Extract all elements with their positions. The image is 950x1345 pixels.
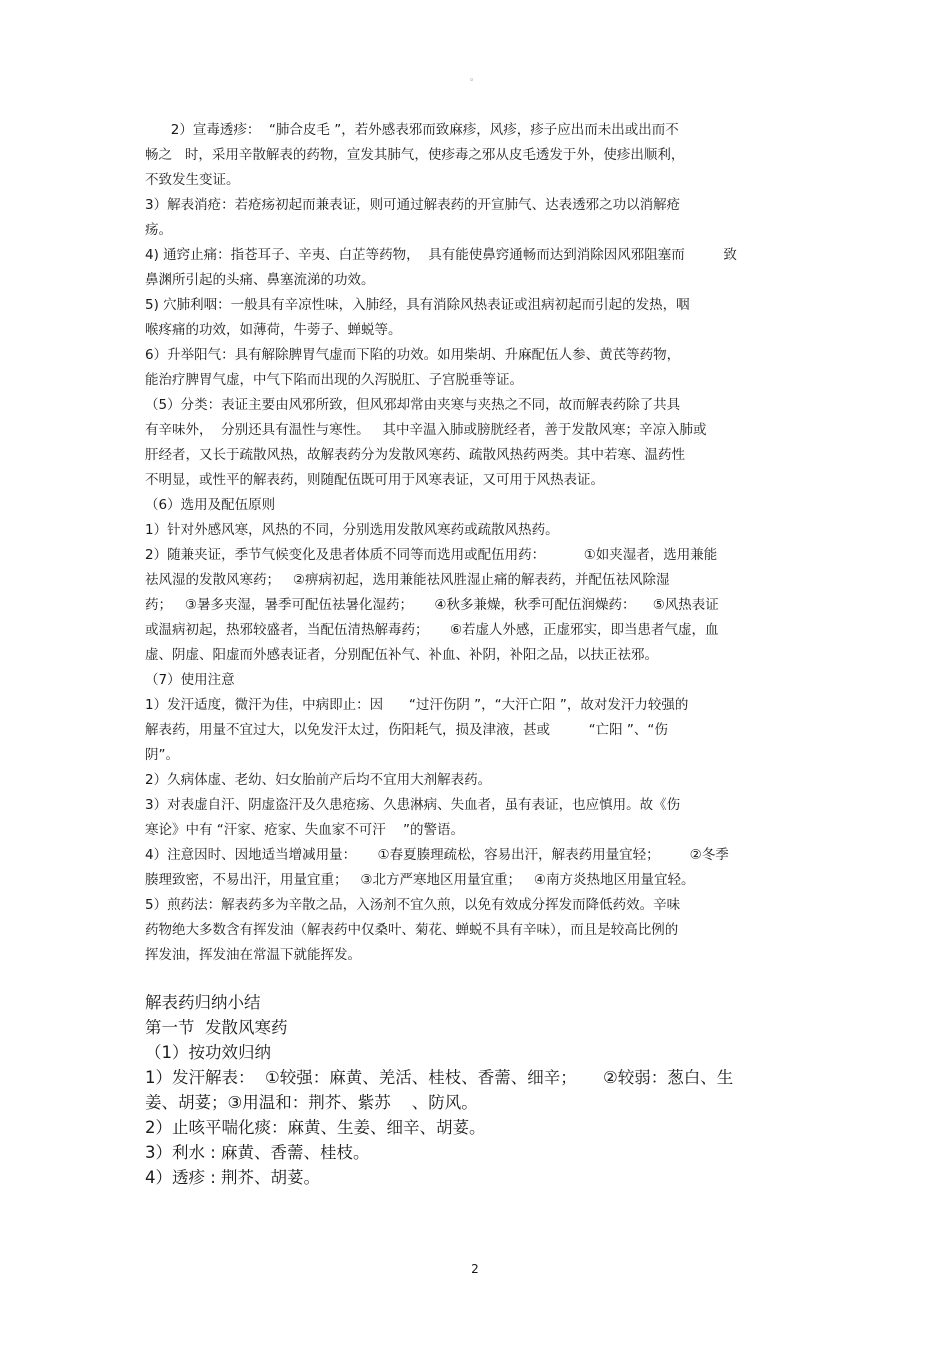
- body-line: 挥发油，挥发油在常温下就能挥发。: [145, 947, 361, 963]
- body-line: 不致发生变证。: [145, 172, 240, 188]
- body-line: 疡。: [145, 222, 172, 238]
- summary-title: 解表药归纳小结: [145, 993, 261, 1012]
- summary-section: [145, 990, 815, 1190]
- body-line: 2）久病体虚、老幼、妇女胎前产后均不宜用大剂解表药。: [145, 772, 492, 788]
- body-line: 2）宣毒透疹： “肺合皮毛 ”，若外感表邪而致麻疹，风疹，疹子应出而未出或出而不: [145, 122, 679, 138]
- summary-item: 2）止咳平喘化痰：麻黄、生姜、细辛、胡荽。: [145, 1118, 486, 1137]
- body-line: 畅之 时，采用辛散解表的药物，宣发其肺气，使疹毒之邪从皮毛透发于外，使疹出顺利，: [145, 147, 685, 163]
- summary-item: 姜、胡荽；③用温和：荆芥、紫苏 、防风。: [145, 1093, 478, 1112]
- body-line: 5) 穴肺利咽：一般具有辛凉性味，入肺经，具有消除风热表证或沮病初起而引起的发热，咽: [145, 297, 690, 313]
- body-line: 药物绝大多数含有挥发油（解表药中仅桑叶、菊花、蝉蜕不具有辛味），而且是较高比例的: [145, 922, 679, 938]
- subsection-heading: （1）按功效归纳: [145, 1043, 271, 1062]
- body-line: 3）对表虚自汗、阴虚盗汗及久患疮疡、久患淋病、失血者，虽有表证，也应慎用。故《伤: [145, 797, 681, 813]
- body-line: 能治疗脾胃气虚，中气下陷而出现的久泻脱肛、子宫脱垂等证。: [145, 372, 523, 388]
- section-heading: 第一节 发散风寒药: [145, 1018, 288, 1037]
- body-line: 寒论》中有 “汗家、疮家、失血家不可汗 ”的警语。: [145, 822, 464, 838]
- body-line: 6）升举阳气：具有解除脾胃气虚而下陷的功效。如用柴胡、升麻配伍人参、黄芪等药物，: [145, 347, 681, 363]
- body-line: 1）针对外感风寒，风热的不同，分别选用发散风寒药或疏散风热药。: [145, 522, 559, 538]
- body-line: 肝经者，又长于疏散风热，故解表药分为发散风寒药、疏散风热药两类。其中若寒、温药性: [145, 447, 685, 463]
- body-line: 或温病初起，热邪较盛者，当配伍清热解毒药； ⑥若虚人外感，正虚邪实，即当患者气虚，血: [145, 622, 719, 638]
- body-line: 鼻渊所引起的头痛、鼻塞流涕的功效。: [145, 272, 375, 288]
- body-line: （7）使用注意: [145, 672, 235, 688]
- body-line: 祛风湿的发散风寒药； ②痹病初起，选用兼能祛风胜湿止痛的解表药，并配伍祛风除湿: [145, 572, 670, 588]
- summary-item: 1）发汗解表： ①较强：麻黄、羌活、桂枝、香薷、细辛； ②较弱：葱白、生: [145, 1068, 734, 1087]
- body-line: （6）选用及配伍原则: [145, 497, 276, 513]
- body-line: 不明显，或性平的解表药，则随配伍既可用于风寒表证，又可用于风热表证。: [145, 472, 604, 488]
- body-line: 喉疼痛的功效，如薄荷，牛蒡子、蝉蜕等。: [145, 322, 402, 338]
- body-line: 药； ③暑多夹湿，暑季可配伍祛暑化湿药； ④秋多兼燥，秋季可配伍润燥药： ⑤风热表证: [145, 597, 719, 613]
- body-line: 3）解表消疮：若疮疡初起而兼表证，则可通过解表药的开宣肺气、达表透邪之功以消解疮: [145, 197, 681, 213]
- body-line: 4）注意因时、因地适当增减用量： ①春夏腠理疏松，容易出汗，解表药用量宜轻； ②冬季: [145, 847, 729, 863]
- body-line: 4) 通窍止痛：指苍耳子、辛夷、白芷等药物， 具有能使鼻窍通畅而达到消除因风邪阻塞而 致: [145, 247, 737, 263]
- body-line: （5）分类：表证主要由风邪所致，但风邪却常由夹寒与夹热之不同，故而解表药除了共具: [145, 397, 681, 413]
- body-line: 5）煎药法：解表药多为辛散之品，入汤剂不宜久煎，以免有效成分挥发而降低药效。辛味: [145, 897, 681, 913]
- body-line: 1）发汗适度，微汗为佳，中病即止：因 “过汗伤阴 ”，“大汗亡阳 ”，故对发汗力较强的: [145, 697, 689, 713]
- body-line: 有辛味外， 分别还具有温性与寒性。 其中辛温入肺或膀胱经者，善于发散风寒；辛凉入肺或: [145, 422, 707, 438]
- body-line: 腠理致密，不易出汗，用量宜重； ③北方严寒地区用量宜重； ④南方炎热地区用量宜轻。: [145, 872, 695, 888]
- summary-item: 3）利水 : 麻黄、香薷、桂枝。: [145, 1143, 370, 1162]
- body-line: 2）随兼夹证，季节气候变化及患者体质不同等而选用或配伍用药： ①如夹湿者，选用兼能: [145, 547, 718, 563]
- page-number: 2: [471, 1262, 479, 1276]
- summary-item: 4）透疹 : 荆芥、胡荽。: [145, 1168, 321, 1187]
- body-line: 虚、阴虚、阳虚而外感表证者，分别配伍补气、补血、补阴，补阳之品，以扶正祛邪。: [145, 647, 658, 663]
- body-text: [145, 118, 815, 968]
- header-mark: 。: [470, 73, 480, 83]
- body-line: 解表药，用量不宜过大，以免发汗太过，伤阳耗气，损及津液，甚或 “亡阳 ”、“伤: [145, 722, 668, 738]
- body-line: 阴”。: [145, 747, 179, 763]
